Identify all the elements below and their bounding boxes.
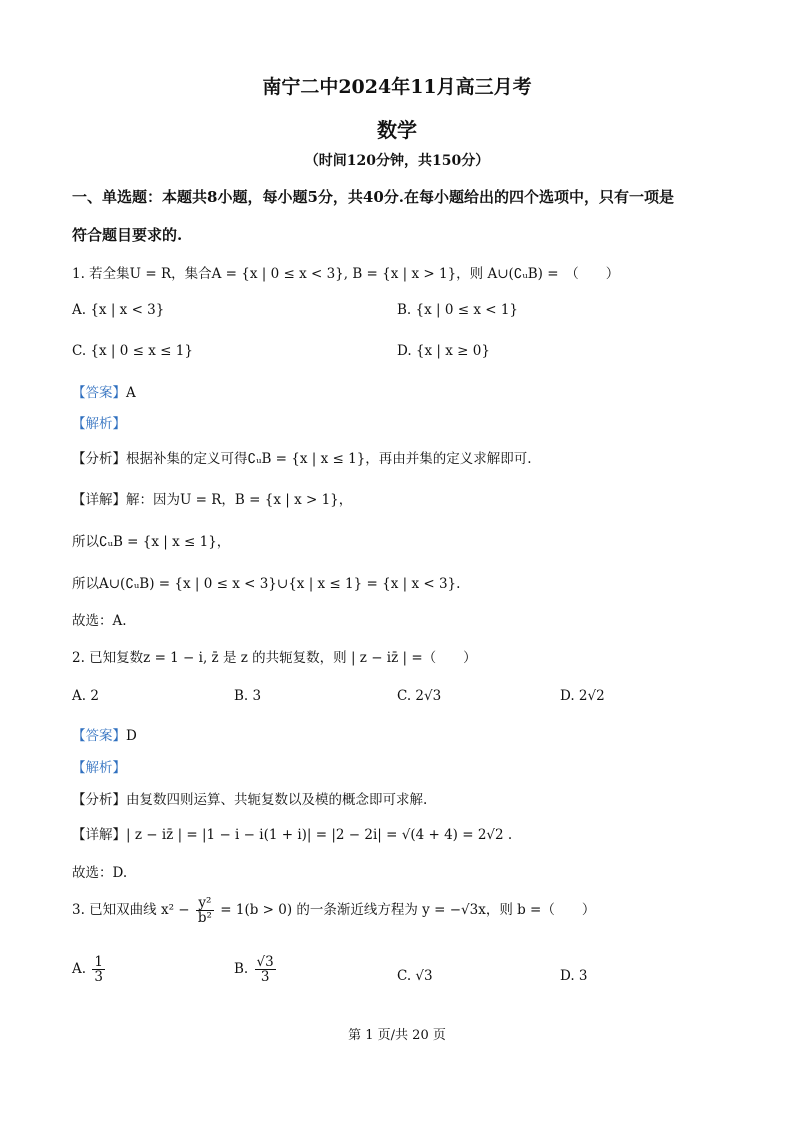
question-2-choice: 故选：D. (72, 865, 128, 881)
detail-tag: 【详解】 (72, 827, 126, 843)
question-2-analysis-tag: 【解析】 (72, 760, 126, 776)
fenxi-tag: 【分析】 (72, 451, 126, 467)
fenxi-tag: 【分析】 (72, 792, 126, 808)
question-1-option-b: B. {x | 0 ≤ x < 1} (397, 302, 519, 318)
fraction-numerator: y² (196, 896, 214, 911)
question-2-option-c: C. 2√3 (397, 688, 442, 704)
question-1-detail (72, 488, 352, 508)
section-heading-line1: 一、单选题：本题共8小题，每小题5分，共40分.在每小题给出的四个选项中，只有一项是 (72, 188, 674, 206)
fraction-denominator: b² (197, 910, 212, 927)
answer-value: D (126, 728, 137, 744)
question-1-option-a: A. {x | x < 3} (72, 302, 165, 318)
question-1-detail-2: 所以∁ᵤB = {x | x ≤ 1}， (72, 534, 231, 550)
question-1-option-d: D. {x | x ≥ 0} (397, 343, 490, 359)
question-1-fenxi (72, 447, 532, 467)
answer-tag: 【答案】 (72, 728, 126, 744)
stem-pre: 3. 已知双曲线 x² − (72, 902, 190, 919)
question-2-option-b: B. 3 (234, 688, 262, 704)
answer-value: A (126, 385, 136, 401)
question-2-option-d: D. 2√2 (560, 688, 605, 704)
question-1-analysis-tag: 【解析】 (72, 416, 126, 432)
stem-post: = 1(b > 0) 的一条渐近线方程为 y = −√3x，则 b =（ ） (220, 902, 596, 919)
detail-text: | z − iz̄ | = |1 − i − i(1 + i)| = |2 − 2i| = √(4 + 4) = 2√2 . (126, 827, 513, 843)
option-label: B. (234, 961, 249, 978)
question-3-option-b (234, 955, 278, 984)
section-heading-line2: 符合题目要求的. (72, 226, 183, 244)
question-2-answer (72, 724, 137, 744)
stem-fraction (196, 896, 214, 925)
question-1-answer (72, 381, 136, 401)
detail-text: 解：因为U = R，B = {x | x > 1}， (126, 492, 353, 508)
question-2-fenxi (72, 788, 427, 808)
fenxi-text: 由复数四则运算、共轭复数以及模的概念即可求解. (126, 792, 428, 808)
question-1-detail-3: 所以A∪(∁ᵤB) = {x | 0 ≤ x < 3}∪{x | x ≤ 1} = {x | x < 3}. (72, 576, 461, 592)
question-3-option-c: C. √3 (397, 968, 433, 984)
option-b-fraction (255, 955, 276, 984)
fraction-denominator: 3 (260, 969, 270, 986)
exam-title: 南宁二中2024年11月高三月考 (262, 76, 532, 98)
question-3-stem (72, 896, 595, 925)
option-label: A. (72, 961, 87, 978)
question-1-option-c: C. {x | 0 ≤ x ≤ 1} (72, 343, 193, 359)
question-1-stem: 1. 若全集U = R，集合A = {x | 0 ≤ x < 3}, B = {x | x > 1}，则 A∪(∁ᵤB) = （ ） (72, 266, 620, 282)
page-footer: 第 1 页/共 20 页 (348, 1028, 446, 1043)
option-a-fraction (92, 955, 105, 984)
question-2-option-a: A. 2 (72, 688, 99, 704)
question-3-option-d: D. 3 (560, 968, 588, 984)
subject-title: 数学 (377, 118, 417, 142)
answer-tag: 【答案】 (72, 385, 126, 401)
time-note: （时间120分钟，共150分） (304, 153, 490, 169)
detail-tag: 【详解】 (72, 492, 126, 508)
fraction-numerator: 1 (94, 954, 103, 970)
question-2-stem: 2. 已知复数z = 1 − i, z̄ 是 z 的共轭复数，则 | z − iz̄ | =（ ） (72, 650, 477, 666)
fenxi-text: 根据补集的定义可得∁ᵤB = {x | x ≤ 1}，再由并集的定义求解即可. (126, 451, 532, 467)
question-3-option-a (72, 955, 107, 984)
fraction-numerator: √3 (256, 954, 274, 970)
question-2-detail (72, 823, 512, 843)
question-1-choice: 故选：A. (72, 613, 127, 629)
fraction-denominator: 3 (94, 969, 103, 986)
